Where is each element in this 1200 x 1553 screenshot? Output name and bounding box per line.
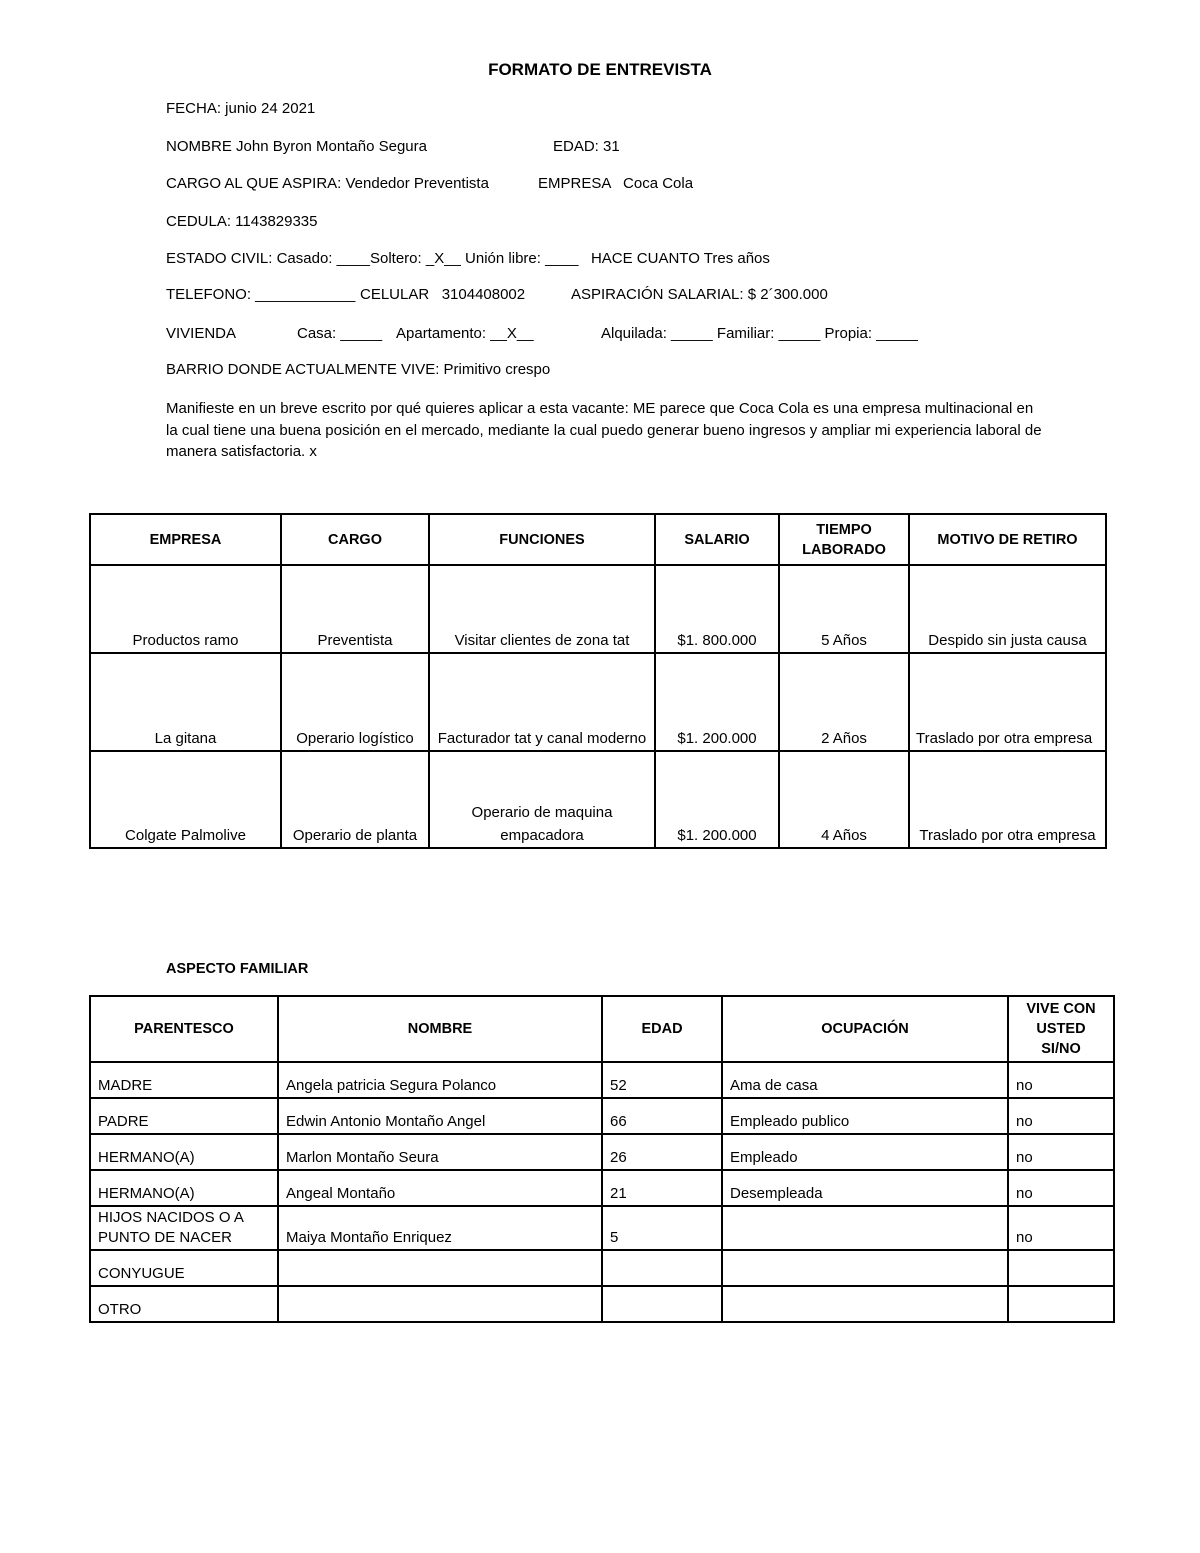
cell-salario: $1. 200.000: [655, 751, 779, 848]
empresa-field: EMPRESA Coca Cola: [538, 175, 694, 192]
celular-field: CELULAR 3104408002: [360, 286, 526, 303]
telefono-field: TELEFONO: ____________: [166, 286, 356, 303]
cell-ocupacion: [722, 1286, 1008, 1322]
aspiracion-field: ASPIRACIÓN SALARIAL: $ 2´300.000: [571, 286, 828, 303]
cell-tiempo: 2 Años: [779, 653, 909, 751]
header-cargo: CARGO: [281, 514, 429, 565]
cell-empresa: Colgate Palmolive: [90, 751, 281, 848]
cell-nombre: Angela patricia Segura Polanco: [278, 1062, 602, 1098]
cell-salario: $1. 200.000: [655, 653, 779, 751]
apartamento-field: Apartamento: __X__: [396, 325, 534, 342]
cell-motivo: Traslado por otra empresa: [909, 653, 1106, 751]
cell-nombre: Angeal Montaño: [278, 1170, 602, 1206]
cell-edad: 21: [602, 1170, 722, 1206]
cell-funciones: Operario de maquina empacadora: [429, 751, 655, 848]
cell-vive: no: [1008, 1062, 1114, 1098]
cell-ocupacion: [722, 1206, 1008, 1250]
cell-nombre: [278, 1250, 602, 1286]
fecha-field: FECHA: junio 24 2021: [166, 100, 316, 117]
table-row: [90, 1286, 1114, 1322]
vivienda-label: VIVIENDA: [166, 325, 237, 342]
table-row: [90, 1134, 1114, 1170]
cell-funciones: Visitar clientes de zona tat: [429, 565, 655, 653]
cell-parentesco: HIJOS NACIDOS O A PUNTO DE NACER: [90, 1206, 278, 1250]
cell-edad: [602, 1250, 722, 1286]
table-row: [90, 1250, 1114, 1286]
cell-parentesco: CONYUGUE: [90, 1250, 278, 1286]
nombre-field: NOMBRE John Byron Montaño Segura: [166, 138, 427, 155]
cell-salario: $1. 800.000: [655, 565, 779, 653]
cell-ocupacion: Desempleada: [722, 1170, 1008, 1206]
table-header-row: [90, 514, 1106, 565]
header-vive-con-usted: VIVE CON USTED SI/NO: [1008, 996, 1114, 1062]
cell-tiempo: 5 Años: [779, 565, 909, 653]
cell-parentesco: MADRE: [90, 1062, 278, 1098]
cell-cargo: Operario logístico: [281, 653, 429, 751]
table-row: [90, 1098, 1114, 1134]
cell-motivo: Traslado por otra empresa: [909, 751, 1106, 848]
cell-edad: 66: [602, 1098, 722, 1134]
header-ocupacion: OCUPACIÓN: [722, 996, 1008, 1062]
cell-vive: [1008, 1286, 1114, 1322]
header-tiempo-laborado: TIEMPO LABORADO: [779, 514, 909, 565]
cell-nombre: Maiya Montaño Enriquez: [278, 1206, 602, 1250]
work-history-table: [89, 513, 1107, 849]
cell-vive: no: [1008, 1098, 1114, 1134]
cell-ocupacion: Ama de casa: [722, 1062, 1008, 1098]
estado-civil-field: ESTADO CIVIL: Casado: ____Soltero: _X__ Unión libre: ____ HACE CUANTO Tres años: [166, 250, 770, 267]
alquilada-field: Alquilada: _____ Familiar: _____ Propia: _____: [601, 325, 918, 342]
casa-field: Casa: _____: [297, 325, 383, 342]
document-title: FORMATO DE ENTREVISTA: [488, 60, 712, 79]
cell-edad: 52: [602, 1062, 722, 1098]
cell-empresa: Productos ramo: [90, 565, 281, 653]
cell-empresa: La gitana: [90, 653, 281, 751]
header-empresa: EMPRESA: [90, 514, 281, 565]
edad-field: EDAD: 31: [553, 138, 620, 155]
cell-nombre: [278, 1286, 602, 1322]
table-row: [90, 565, 1106, 653]
cell-parentesco: HERMANO(A): [90, 1134, 278, 1170]
cell-ocupacion: Empleado: [722, 1134, 1008, 1170]
family-table: [89, 995, 1115, 1323]
family-section-title: ASPECTO FAMILIAR: [166, 961, 309, 977]
cell-motivo: Despido sin justa causa: [909, 565, 1106, 653]
table-header-row: [90, 996, 1114, 1062]
cell-nombre: Edwin Antonio Montaño Angel: [278, 1098, 602, 1134]
cell-edad: 5: [602, 1206, 722, 1250]
table-row: [90, 1170, 1114, 1206]
manifieste-paragraph: Manifieste en un breve escrito por qué quieres aplicar a esta vacante: ME parece que Coca Cola es una empresa multinacional en la cual tiene una buena posición en el mercado, mediante la cual puedo generar bueno ingresos y ampliar mi experiencia laboral de manera satisfactoria. x: [166, 400, 1042, 460]
header-parentesco: PARENTESCO: [90, 996, 278, 1062]
cell-tiempo: 4 Años: [779, 751, 909, 848]
header-edad: EDAD: [602, 996, 722, 1062]
cell-vive: no: [1008, 1206, 1114, 1250]
cedula-field: CEDULA: 1143829335: [166, 213, 318, 230]
cell-edad: [602, 1286, 722, 1322]
header-salario: SALARIO: [655, 514, 779, 565]
cell-parentesco: HERMANO(A): [90, 1170, 278, 1206]
cell-ocupacion: [722, 1250, 1008, 1286]
cell-funciones: Facturador tat y canal moderno: [429, 653, 655, 751]
cell-parentesco: PADRE: [90, 1098, 278, 1134]
table-row: [90, 1206, 1114, 1250]
cargo-field: CARGO AL QUE ASPIRA: Vendedor Preventista: [166, 175, 489, 192]
cell-nombre: Marlon Montaño Seura: [278, 1134, 602, 1170]
cell-edad: 26: [602, 1134, 722, 1170]
cell-ocupacion: Empleado publico: [722, 1098, 1008, 1134]
table-row: [90, 653, 1106, 751]
cell-vive: no: [1008, 1170, 1114, 1206]
cell-cargo: Operario de planta: [281, 751, 429, 848]
cell-vive: no: [1008, 1134, 1114, 1170]
cell-vive: [1008, 1250, 1114, 1286]
cell-parentesco: OTRO: [90, 1286, 278, 1322]
table-row: [90, 751, 1106, 848]
table-row: [90, 1062, 1114, 1098]
header-nombre: NOMBRE: [278, 996, 602, 1062]
header-motivo-retiro: MOTIVO DE RETIRO: [909, 514, 1106, 565]
cell-cargo: Preventista: [281, 565, 429, 653]
header-funciones: FUNCIONES: [429, 514, 655, 565]
barrio-field: BARRIO DONDE ACTUALMENTE VIVE: Primitivo crespo: [166, 361, 551, 378]
